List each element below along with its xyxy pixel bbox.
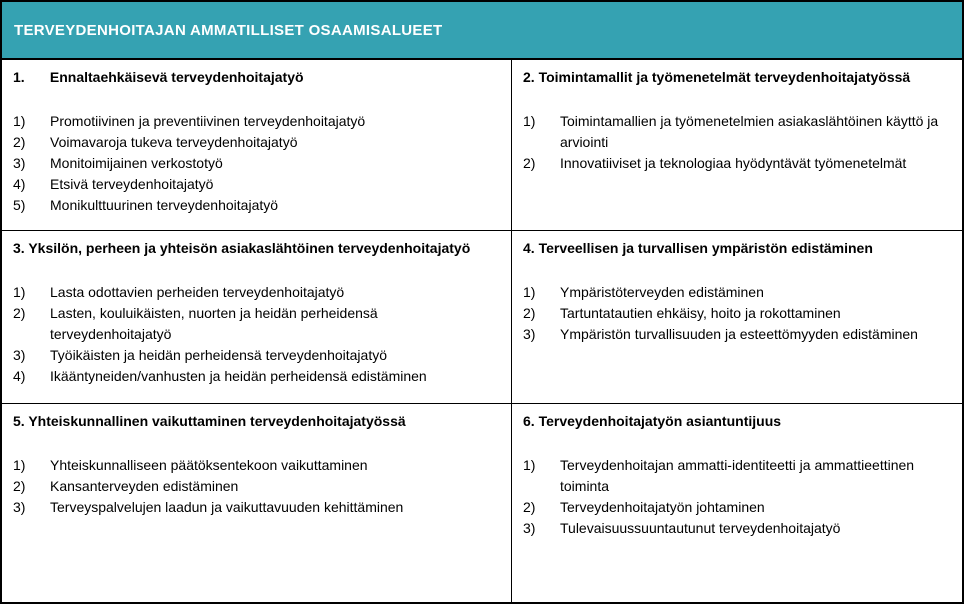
list-item-text: Työikäisten ja heidän perheidensä terveydenhoitajatyö bbox=[50, 347, 388, 363]
cell-4-number: 4. bbox=[523, 240, 535, 256]
list-item bbox=[13, 195, 503, 216]
cell-1-heading bbox=[13, 67, 503, 88]
cell-6-asiantuntijuus bbox=[512, 404, 962, 602]
list-item-number: 2) bbox=[523, 499, 536, 515]
list-item-text: Etsivä terveydenhoitajatyö bbox=[50, 176, 214, 192]
cell-5-number: 5. bbox=[13, 413, 25, 429]
list-item-number: 1) bbox=[13, 457, 26, 473]
table-grid bbox=[2, 60, 962, 602]
list-item-text: Tartuntatautien ehkäisy, hoito ja rokottaminen bbox=[560, 305, 841, 321]
cell-6-list bbox=[523, 455, 954, 539]
list-item-number: 4) bbox=[13, 368, 26, 384]
list-item bbox=[523, 303, 954, 324]
cell-3-list bbox=[13, 282, 503, 387]
list-item bbox=[523, 518, 954, 539]
cell-3-yksilon-perheen bbox=[2, 231, 512, 404]
cell-2-list bbox=[523, 111, 954, 174]
list-item bbox=[13, 303, 503, 345]
list-item-number: 1) bbox=[523, 284, 536, 300]
list-item bbox=[523, 324, 954, 345]
list-item-text: Monitoimijainen verkostotyö bbox=[50, 155, 223, 171]
list-item bbox=[13, 366, 503, 387]
list-item-text: Ympäristöterveyden edistäminen bbox=[560, 284, 764, 300]
cell-2-heading bbox=[523, 67, 954, 88]
list-item-number: 2) bbox=[13, 134, 26, 150]
cell-2-title: Toimintamallit ja työmenetelmät terveydenhoitajatyössä bbox=[538, 69, 911, 85]
cell-5-heading bbox=[13, 411, 503, 432]
cell-5-title: Yhteiskunnallinen vaikuttaminen terveydenhoitajatyössä bbox=[28, 413, 406, 429]
list-item bbox=[13, 111, 503, 132]
cell-5-list bbox=[13, 455, 503, 518]
cell-1-ennaltaehkaiseva bbox=[2, 60, 512, 231]
cell-6-heading bbox=[523, 411, 954, 432]
list-item-text: Terveydenhoitajan ammatti-identiteetti ja ammattieettinen toiminta bbox=[560, 457, 915, 494]
list-item bbox=[13, 497, 503, 518]
list-item-text: Promotiivinen ja preventiivinen terveydenhoitajatyö bbox=[50, 113, 366, 129]
list-item bbox=[523, 111, 954, 153]
list-item-text: Lasta odottavien perheiden terveydenhoitajatyö bbox=[50, 284, 345, 300]
list-item-text: Ikääntyneiden/vanhusten ja heidän perheidensä edistäminen bbox=[50, 368, 427, 384]
list-item-number: 2) bbox=[13, 478, 26, 494]
list-item-number: 4) bbox=[13, 176, 26, 192]
cell-4-terveellisen-ympariston bbox=[512, 231, 962, 404]
cell-5-yhteiskunnallinen bbox=[2, 404, 512, 602]
list-item bbox=[13, 345, 503, 366]
list-item-text: Innovatiiviset ja teknologiaa hyödyntävät työmenetelmät bbox=[560, 155, 907, 171]
list-item-text: Voimavaroja tukeva terveydenhoitajatyö bbox=[50, 134, 298, 150]
cell-1-number: 1. bbox=[13, 69, 25, 85]
list-item-number: 1) bbox=[523, 457, 536, 473]
list-item-text: Ympäristön turvallisuuden ja esteettömyyden edistäminen bbox=[560, 326, 918, 342]
list-item bbox=[13, 132, 503, 153]
list-item bbox=[13, 174, 503, 195]
cell-4-list bbox=[523, 282, 954, 345]
list-item-number: 3) bbox=[13, 155, 26, 171]
list-item bbox=[523, 455, 954, 497]
list-item-number: 3) bbox=[523, 326, 536, 342]
list-item bbox=[523, 153, 954, 174]
list-item-number: 3) bbox=[13, 347, 26, 363]
list-item-number: 3) bbox=[523, 520, 536, 536]
list-item-text: Yhteiskunnalliseen päätöksentekoon vaikuttaminen bbox=[50, 457, 368, 473]
cell-3-heading bbox=[13, 238, 503, 259]
list-item-text: Toimintamallien ja työmenetelmien asiakaslähtöinen käyttö ja arviointi bbox=[560, 113, 939, 150]
list-item-number: 2) bbox=[13, 305, 26, 321]
cell-2-toimintamallit bbox=[512, 60, 962, 231]
list-item-text: Tulevaisuussuuntautunut terveydenhoitajatyö bbox=[560, 520, 841, 536]
list-item-number: 2) bbox=[523, 305, 536, 321]
list-item bbox=[13, 282, 503, 303]
cell-4-title: Terveellisen ja turvallisen ympäristön edistäminen bbox=[538, 240, 873, 256]
list-item-text: Lasten, kouluikäisten, nuorten ja heidän perheidensä terveydenhoitajatyö bbox=[50, 305, 378, 342]
cell-6-title: Terveydenhoitajatyön asiantuntijuus bbox=[538, 413, 782, 429]
cell-1-list bbox=[13, 111, 503, 216]
table-header bbox=[2, 2, 962, 60]
list-item-number: 5) bbox=[13, 197, 26, 213]
list-item bbox=[523, 282, 954, 303]
list-item bbox=[13, 153, 503, 174]
list-item-number: 1) bbox=[13, 284, 26, 300]
cell-6-number: 6. bbox=[523, 413, 535, 429]
cell-3-number: 3. bbox=[13, 240, 25, 256]
cell-4-heading bbox=[523, 238, 954, 259]
list-item-text: Kansanterveyden edistäminen bbox=[50, 478, 239, 494]
list-item-number: 3) bbox=[13, 499, 26, 515]
cell-1-title: Ennaltaehkäisevä terveydenhoitajatyö bbox=[49, 69, 304, 85]
list-item-number: 1) bbox=[13, 113, 26, 129]
list-item-text: Monikulttuurinen terveydenhoitajatyö bbox=[50, 197, 279, 213]
list-item-number: 1) bbox=[523, 113, 536, 129]
list-item-text: Terveyspalvelujen laadun ja vaikuttavuuden kehittäminen bbox=[50, 499, 404, 515]
list-item bbox=[523, 497, 954, 518]
list-item bbox=[13, 476, 503, 497]
cell-2-number: 2. bbox=[523, 69, 535, 85]
list-item-text: Terveydenhoitajatyön johtaminen bbox=[560, 499, 765, 515]
table-title: TERVEYDENHOITAJAN AMMATILLISET OSAAMISALUEET bbox=[14, 21, 443, 39]
cell-3-title: Yksilön, perheen ja yhteisön asiakaslähtöinen terveydenhoitajatyö bbox=[28, 240, 471, 256]
list-item-number: 2) bbox=[523, 155, 536, 171]
list-item bbox=[13, 455, 503, 476]
